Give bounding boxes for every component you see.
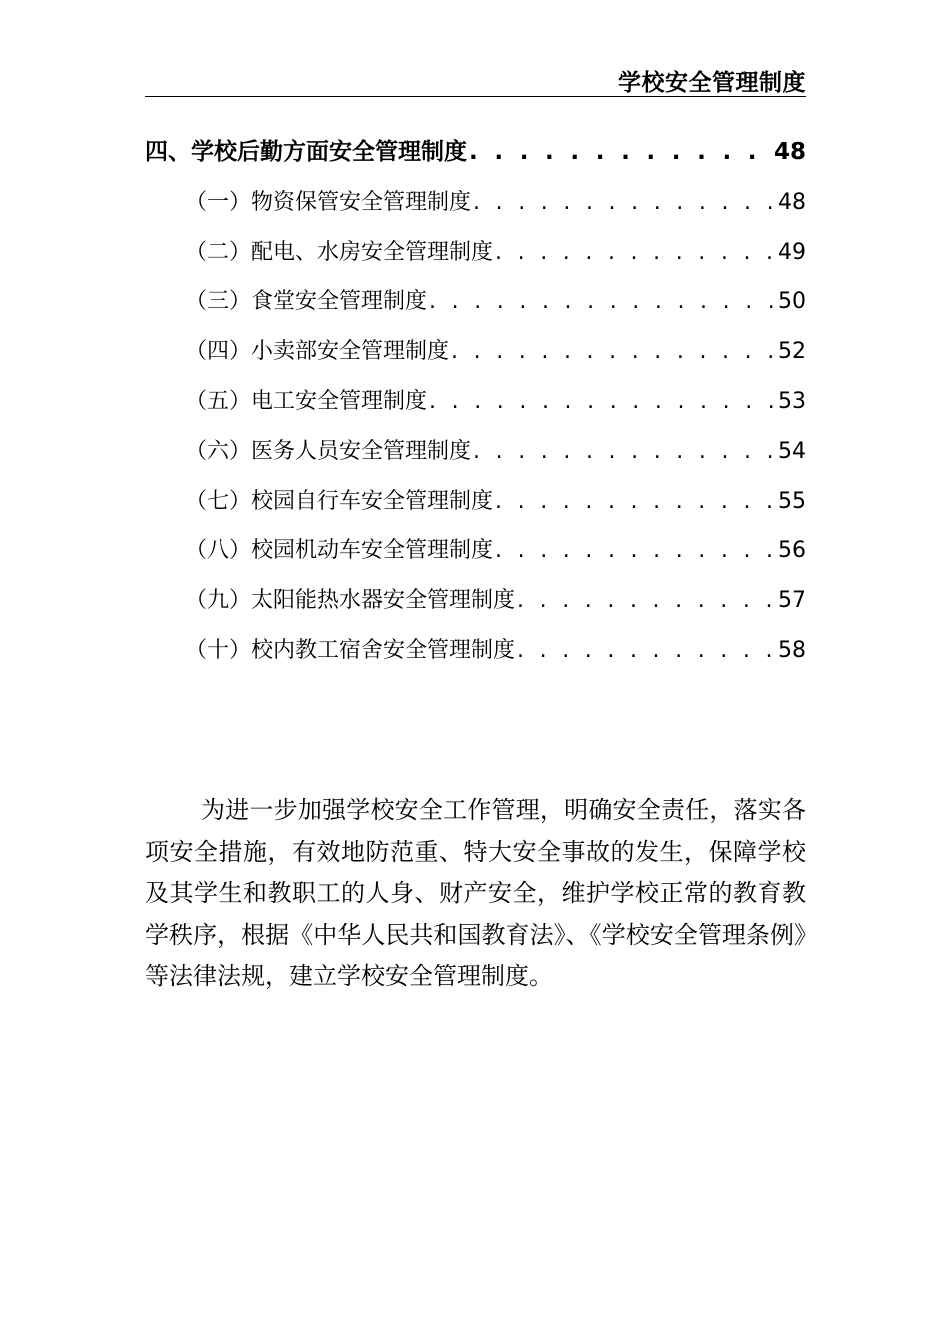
toc-entry-title: （五）电工安全管理制度 [185, 388, 428, 414]
toc-entry[interactable] [145, 377, 806, 427]
toc-entry-title: （七）校园自行车安全管理制度 [185, 488, 494, 514]
toc-entry-title: （三）食堂安全管理制度 [185, 289, 428, 315]
toc-entry[interactable] [145, 427, 806, 477]
toc-page-number: 49 [778, 239, 806, 265]
toc-entry[interactable] [145, 327, 806, 377]
toc-dot-leader [473, 178, 776, 228]
toc-entry[interactable] [145, 178, 806, 228]
toc-page-number: 56 [778, 538, 806, 564]
toc-entry[interactable] [145, 277, 806, 327]
toc-entry-title: 四、学校后勤方面安全管理制度 [145, 139, 467, 165]
toc-entry[interactable] [145, 576, 806, 626]
toc-dot-leader [495, 477, 776, 527]
toc-dot-leader [495, 526, 776, 576]
intro-paragraph: 为进一步加强学校安全工作管理，明确安全责任，落实各项安全措施，有效地防范重、特大安全事故的发生，保障学校及其学生和教职工的人身、财产安全，维护学校正常的教育教学秩序，根据《中华人民共和国教育法》、《学校安全管理条例》等法律法规，建立学校安全管理制度。 [145, 796, 806, 990]
toc-page-number: 57 [778, 588, 806, 614]
toc-entry[interactable] [145, 228, 806, 278]
toc-page-number: 53 [778, 388, 806, 414]
toc-entry-title: （一）物资保管安全管理制度 [185, 189, 472, 215]
toc-page-number: 48 [778, 189, 806, 215]
toc-dot-leader [469, 128, 772, 178]
toc-section-heading[interactable] [145, 128, 806, 178]
toc-entry-title: （十）校内教工宿舍安全管理制度 [185, 637, 516, 663]
toc-entry-title: （九）太阳能热水器安全管理制度 [185, 588, 516, 614]
toc-entry-title: （二）配电、水房安全管理制度 [185, 239, 494, 265]
toc-dot-leader [517, 626, 776, 676]
toc-page-number: 54 [778, 438, 806, 464]
toc-dot-leader [495, 228, 776, 278]
toc-page-number: 48 [773, 139, 806, 165]
toc-page-number: 55 [778, 488, 806, 514]
header-title: 学校安全管理制度 [618, 70, 806, 96]
toc-page-number: 50 [778, 289, 806, 315]
toc-dot-leader [429, 277, 776, 327]
toc-entry[interactable] [145, 477, 806, 527]
toc-entry-title: （八）校园机动车安全管理制度 [185, 538, 494, 564]
toc-entry-title: （四）小卖部安全管理制度 [185, 339, 450, 365]
table-of-contents [145, 128, 806, 676]
toc-page-number: 52 [778, 339, 806, 365]
toc-entry[interactable] [145, 626, 806, 676]
toc-dot-leader [451, 327, 776, 377]
toc-entry-title: （六）医务人员安全管理制度 [185, 438, 472, 464]
toc-dot-leader [473, 427, 776, 477]
toc-dot-leader [517, 576, 776, 626]
toc-dot-leader [429, 377, 776, 427]
toc-entry[interactable] [145, 526, 806, 576]
page-header [145, 62, 806, 97]
toc-page-number: 58 [778, 637, 806, 663]
